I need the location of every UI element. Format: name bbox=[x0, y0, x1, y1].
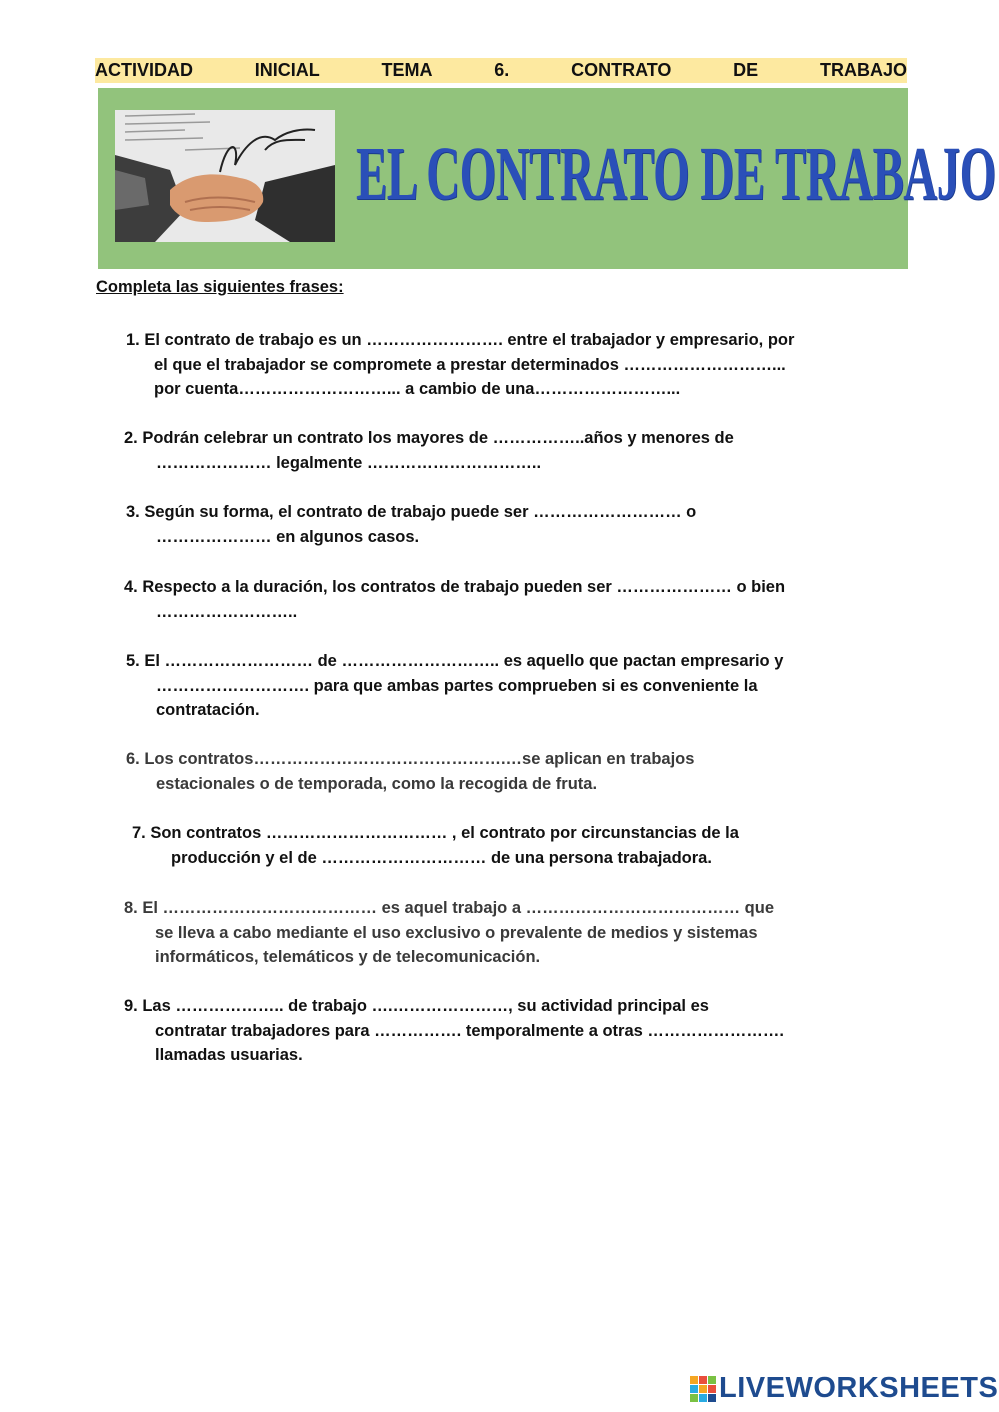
title-word: 6. bbox=[494, 60, 510, 80]
logo-text: LIVEWORKSHEETS bbox=[719, 1372, 999, 1404]
handshake-icon bbox=[115, 110, 335, 242]
question-line: 7. Son contratos …………………………… , el contrato por circunstancias de la bbox=[132, 824, 739, 842]
liveworksheets-logo-icon bbox=[690, 1376, 716, 1402]
question-line: estacionales o de temporada, como la recogida de fruta. bbox=[156, 774, 598, 793]
question-line: contratación. bbox=[156, 701, 260, 719]
question-3 bbox=[126, 500, 696, 549]
question-line: contratar trabajadores para ……………. temporalmente a otras ……………………. bbox=[155, 1021, 784, 1040]
title-word: CONTRATO bbox=[571, 60, 672, 80]
liveworksheets-logo bbox=[690, 1372, 998, 1405]
question-line: 5. El ……………………… de ……………………….. es aquello que pactan empresario y bbox=[126, 652, 784, 670]
activity-title-bar bbox=[95, 58, 907, 83]
question-5 bbox=[126, 649, 783, 723]
title-word: DE bbox=[733, 60, 759, 80]
question-line: ………………………. para que ambas partes comprueben si es conveniente la bbox=[156, 676, 758, 695]
question-line: 1. El contrato de trabajo es un ……………………. entre el trabajador y empresario, por bbox=[126, 331, 795, 349]
question-line: el que el trabajador se compromete a prestar determinados ………………………... bbox=[154, 355, 786, 374]
question-line: 4. Respecto a la duración, los contratos de trabajo pueden ser ………………… o bien bbox=[124, 578, 786, 596]
question-line: …………………….. bbox=[156, 602, 298, 621]
question-line: ………………… legalmente ………………………….. bbox=[156, 453, 542, 472]
question-8 bbox=[124, 896, 774, 970]
question-line: llamadas usuarias. bbox=[155, 1046, 303, 1064]
question-line: 8. El ………………………………… es aquel trabajo a ………………………………… que bbox=[124, 899, 774, 917]
question-line: ………………… en algunos casos. bbox=[156, 527, 420, 546]
question-7 bbox=[132, 821, 739, 870]
banner-title: EL CONTRATO DE TRABAJO bbox=[356, 132, 996, 216]
handshake-photo bbox=[115, 110, 335, 242]
question-line: informáticos, telemáticos y de telecomunicación. bbox=[155, 948, 541, 966]
question-line: se lleva a cabo mediante el uso exclusivo o prevalente de medios y sistemas bbox=[155, 923, 758, 942]
question-4 bbox=[124, 575, 785, 624]
title-word: ACTIVIDAD bbox=[95, 60, 193, 80]
question-line: 6. Los contratos……………………………………….…se aplican en trabajos bbox=[126, 750, 695, 768]
instructions-heading: Completa las siguientes frases: bbox=[96, 278, 344, 296]
question-line: 9. Las ……………….. de trabajo ….…………………, su actividad principal es bbox=[124, 997, 709, 1015]
question-1 bbox=[126, 328, 794, 402]
banner bbox=[98, 88, 996, 269]
title-word: INICIAL bbox=[254, 60, 320, 80]
question-line: 2. Podrán celebrar un contrato los mayores de ……………..años y menores de bbox=[124, 429, 734, 447]
question-9 bbox=[124, 994, 784, 1068]
title-word: TEMA bbox=[381, 60, 433, 80]
question-line: producción y el de ………………………… de una persona trabajadora. bbox=[171, 848, 712, 867]
question-2 bbox=[124, 426, 734, 475]
title-word: TRABAJO bbox=[819, 60, 907, 80]
question-line: por cuenta………………………... a cambio de una……………………... bbox=[154, 380, 681, 398]
question-6 bbox=[126, 747, 694, 796]
question-line: 3. Según su forma, el contrato de trabajo puede ser ……………………… o bbox=[126, 503, 697, 521]
